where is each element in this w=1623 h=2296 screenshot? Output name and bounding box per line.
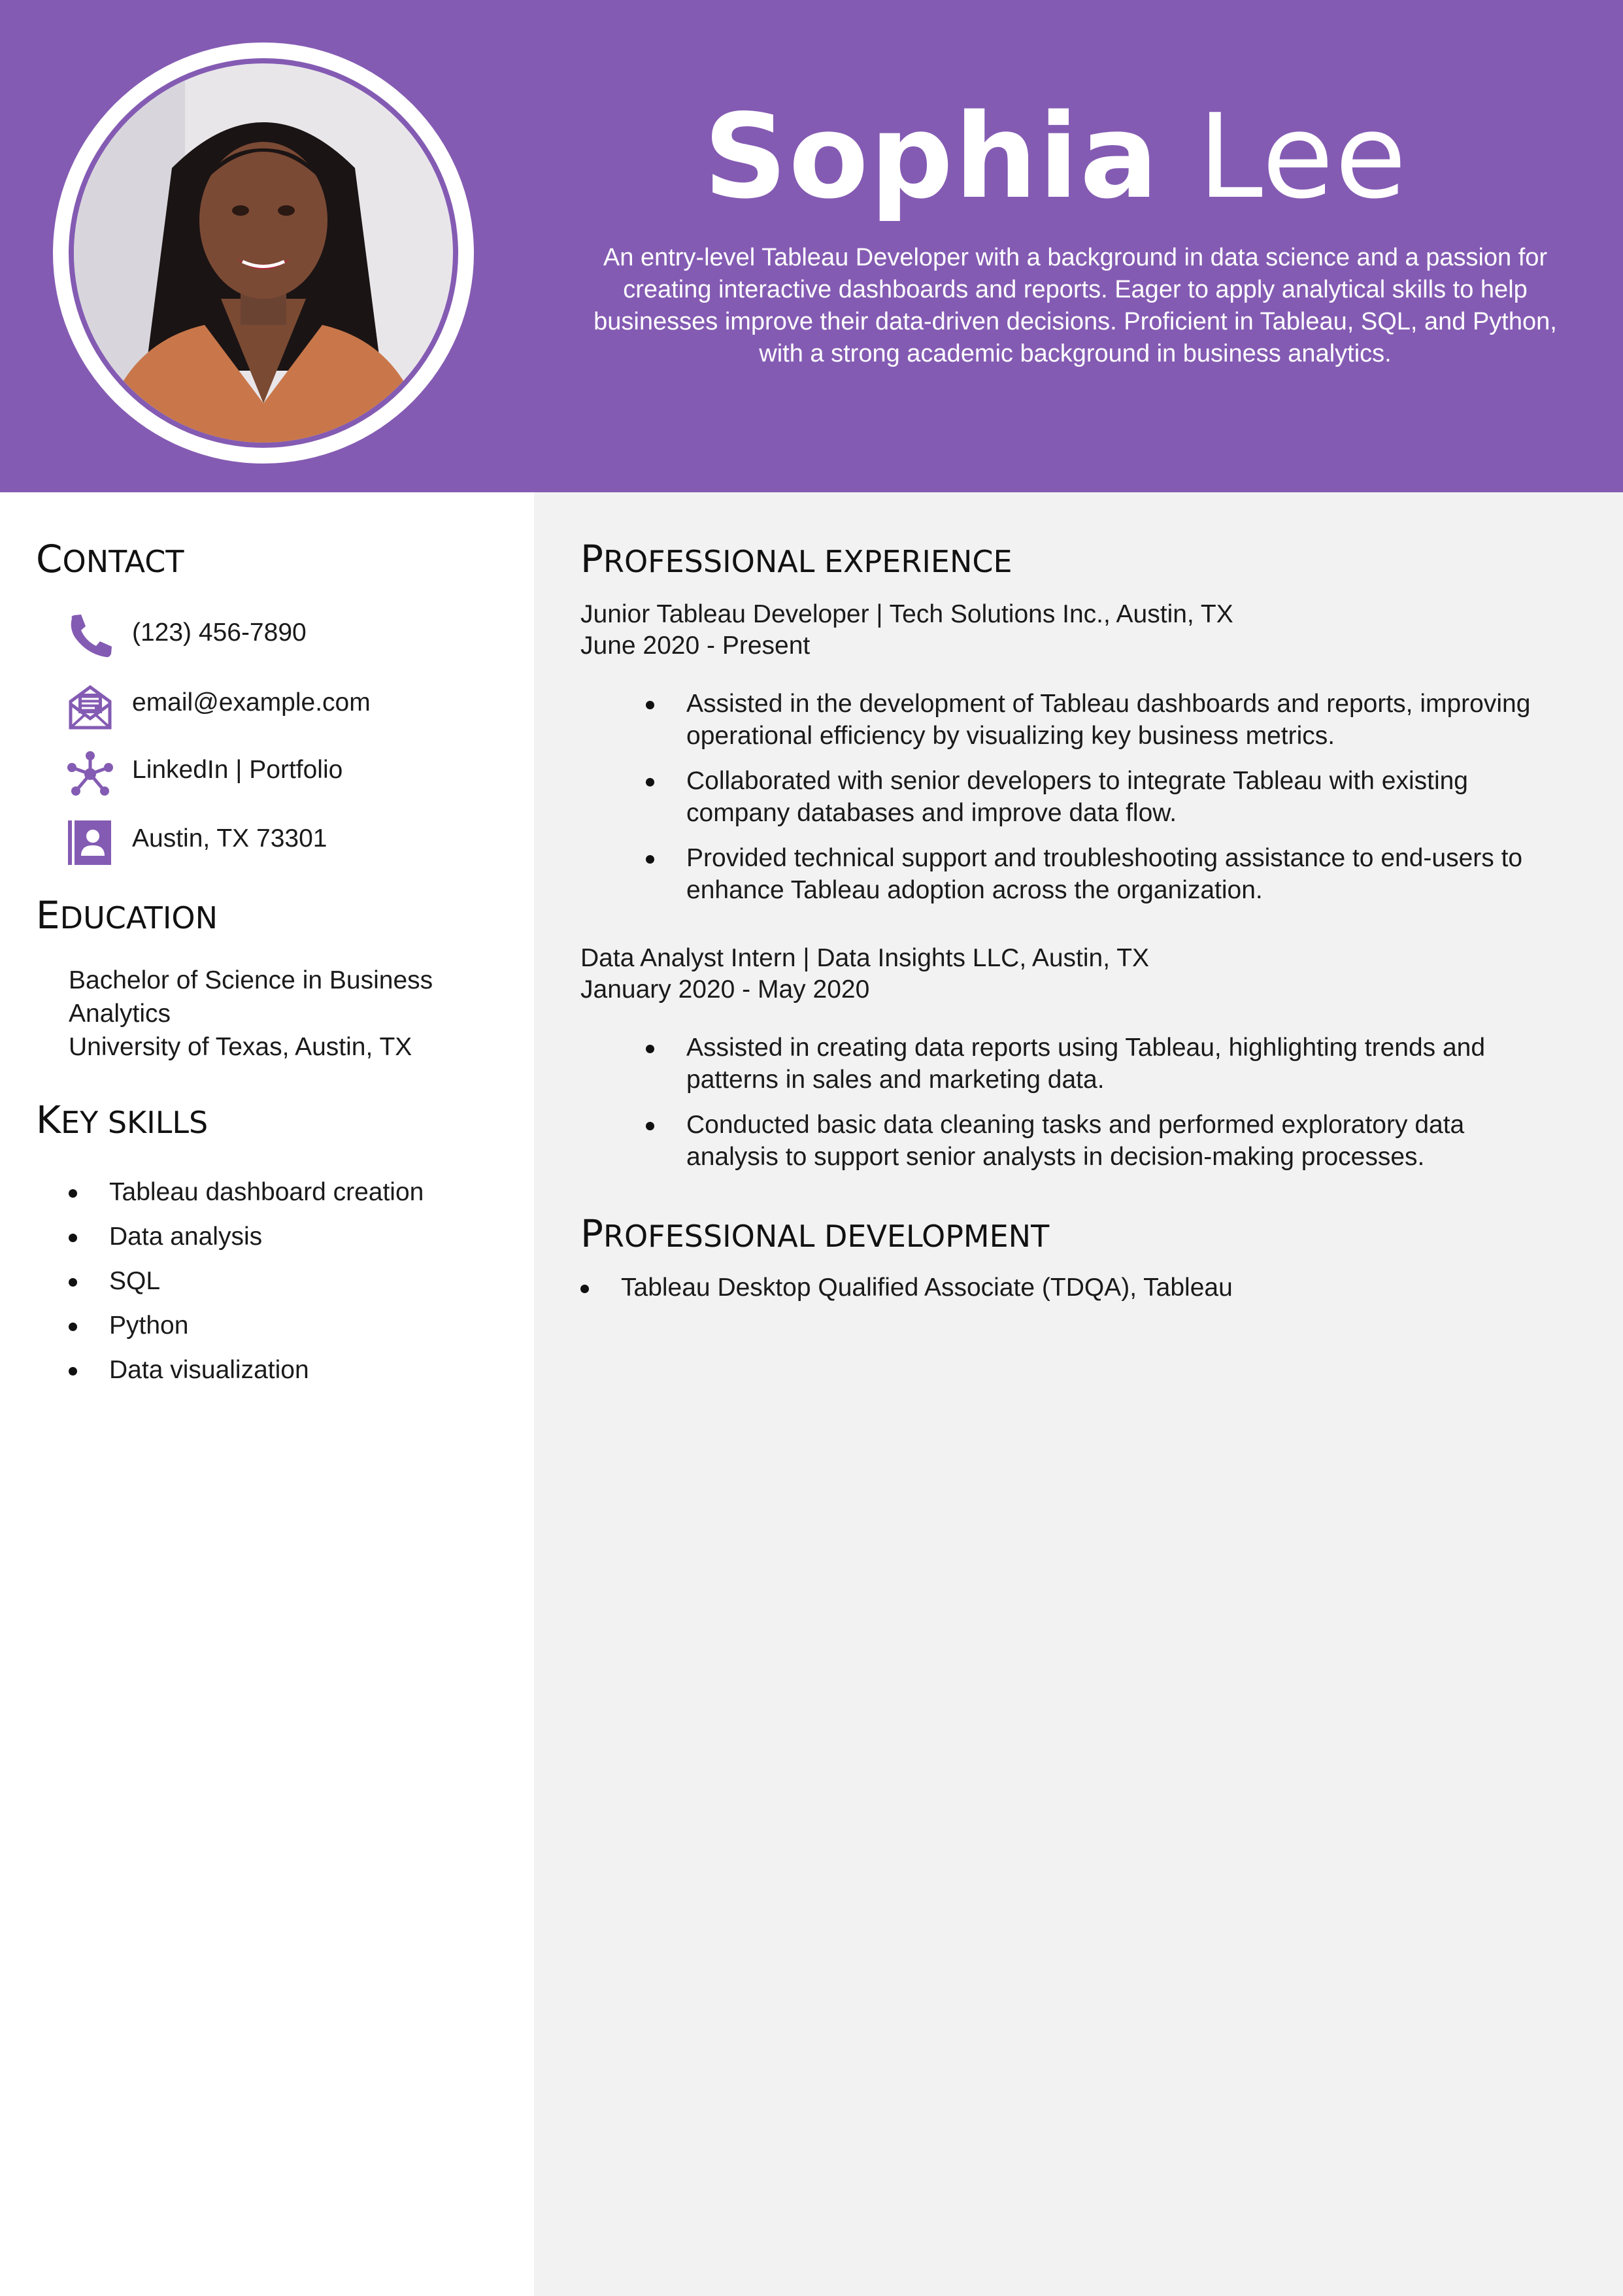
- education-heading-rest: DUCATION: [59, 900, 218, 936]
- development-list: [578, 1272, 1559, 1304]
- profile-photo: [74, 63, 453, 443]
- job-bullets: [644, 1032, 1559, 1186]
- experience-heading-cap: P: [580, 537, 603, 581]
- development-heading-rest: ROFESSIONAL DEVELOPMENT: [603, 1219, 1050, 1254]
- envelope-icon: [65, 683, 115, 730]
- contact-links: [65, 745, 523, 798]
- phone-number: (123) 456-7890: [132, 618, 307, 647]
- skills-heading-cap: K: [36, 1098, 61, 1142]
- contact-heading-cap: C: [36, 537, 63, 581]
- last-name: Lee: [1197, 89, 1408, 224]
- skills-heading-rest-2: SKILLS: [107, 1105, 209, 1140]
- education-entry: [69, 964, 520, 1064]
- job-bullet: Assisted in the development of Tableau dashboards and reports, improving operational efficiency by visualizing key business metrics.: [644, 688, 1559, 752]
- skill-item: Data visualization: [69, 1348, 424, 1393]
- job-dates: June 2020 - Present: [580, 632, 811, 660]
- job-header: [580, 943, 1561, 1005]
- experience-heading-rest: ROFESSIONAL EXPERIENCE: [603, 544, 1012, 579]
- profile-photo-frame: [69, 58, 458, 448]
- profile-photo-illustration: [74, 63, 453, 443]
- header-banner: [0, 0, 1623, 492]
- email-address: email@example.com: [132, 688, 371, 717]
- job-bullet: Conducted basic data cleaning tasks and performed exploratory data analysis to support senior analysts in decision-making processes.: [644, 1109, 1559, 1173]
- education-heading: [36, 892, 218, 941]
- skills-heading-rest-1: EY: [61, 1105, 108, 1140]
- profile-summary: An entry-level Tableau Developer with a background in data science and a passion for creating interactive dashboards and reports. Eager to apply analytical skills to help businesses improve their data-driven decisions. Proficient in Tableau, SQL, and Python, with a strong academic background in business analytics.: [594, 244, 1557, 367]
- job-role: Data Analyst Intern | Data Insights LLC, Austin, TX: [580, 944, 1150, 972]
- job-header: [580, 599, 1561, 662]
- job-bullets: [644, 688, 1559, 919]
- candidate-name: [588, 88, 1523, 226]
- development-heading-cap: P: [580, 1211, 603, 1256]
- contact-location: [65, 814, 523, 866]
- network-icon: [65, 751, 115, 798]
- contact-heading-rest: ONTACT: [62, 544, 184, 579]
- job-bullet: Assisted in creating data reports using Tableau, highlighting trends and patterns in sales and marketing data.: [644, 1032, 1559, 1096]
- contact-card-icon: [65, 819, 115, 866]
- linkedin-portfolio-links: LinkedIn | Portfolio: [132, 756, 343, 784]
- skill-item: Data analysis: [69, 1215, 424, 1259]
- job-dates: January 2020 - May 2020: [580, 975, 870, 1004]
- contact-phone: [65, 608, 523, 660]
- degree: Bachelor of Science in Business Analytics: [69, 966, 433, 1028]
- job-bullet: Collaborated with senior developers to integrate Tableau with existing company databases and improve data flow.: [644, 765, 1559, 829]
- skill-item: SQL: [69, 1259, 424, 1304]
- contact-email: [65, 678, 523, 730]
- skills-list: [69, 1170, 424, 1393]
- skill-item: Tableau dashboard creation: [69, 1170, 424, 1215]
- skills-heading: [36, 1097, 208, 1145]
- first-name: Sophia: [703, 89, 1160, 224]
- school: University of Texas, Austin, TX: [69, 1033, 412, 1061]
- education-heading-cap: E: [36, 893, 60, 937]
- job-role: Junior Tableau Developer | Tech Solutions Inc., Austin, TX: [580, 600, 1233, 628]
- phone-icon: [65, 613, 115, 660]
- development-heading: [580, 1211, 1049, 1259]
- skill-item: Python: [69, 1304, 424, 1348]
- experience-heading: [580, 536, 1012, 584]
- contact-heading: [36, 536, 184, 584]
- location: Austin, TX 73301: [132, 824, 327, 853]
- development-item: Tableau Desktop Qualified Associate (TDQA), Tableau: [578, 1272, 1559, 1304]
- job-bullet: Provided technical support and troubleshooting assistance to end-users to enhance Tableau adoption across the organization.: [644, 842, 1559, 906]
